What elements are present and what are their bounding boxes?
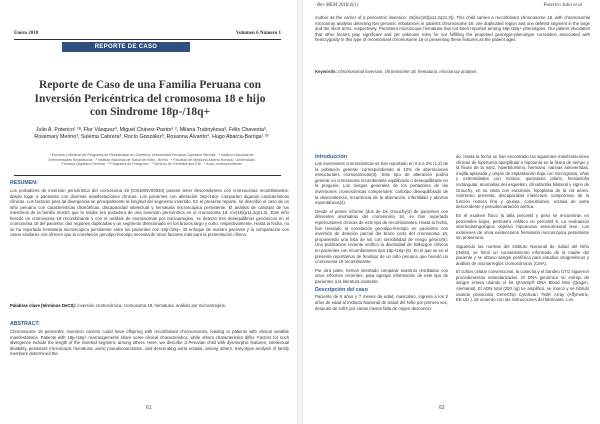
issue-date: Enero 2018 <box>14 31 39 36</box>
resumen-text: Los portadores de inversión pericéntrica del cromosoma 18 (CM18INV00034) poseen tener descendientes con cromosomas recombinantes, dando lugar a pacientes con diversas manifestaciones clínicas. Los pacientes con alteración 18p-/18q+ comparten algunas características clínicas. Los factores para tal divergencia se principalmente la longitud del segmento invertido. En el presente reporte, se describió el caso de un niño peruano con características dismórficas, discapacidad intelectual y hematuria microscópica persistente. El análisis de cariotipo de los miembros de la familia mostró que la madre era portadora de una inversión pericéntrica en el cromosoma 18: inv(18)(p11.2q21.3). Este niño heredó un cromosoma 18 recombinante y con el análisis de cromosomas por microarreglos, se detectó tres desequilibrios genómicos en el cromosoma 18 del paciente: dos regiones duplicadas y un segmento delecionado en los brazos largo y corto, respectivamente. Hasta la fecha, no se ha reportado hematuria microscópica persistente entre los pacientes con 18p-/18q+. El enfoque de nuestro paciente y la comparación con casos similares nos ofrecen que la correlación genotipo-fenotipo necesita de otros factores más para la presentación clínica. <box>10 188 289 237</box>
keywords-en-text: chromosomal inversion, chromosome 18, hematuria, microarray analysis. <box>338 69 478 74</box>
case-paragraph-1: Paciente de 6 años y 7 meses de edad, masculino, ingresa a los 2 años de edad al Instituto Nacional de Salud del Niño por primera vez, después de sufrir por varias meses falta de origen desconoci- <box>315 294 448 311</box>
right-page-header <box>317 3 582 11</box>
abstract-heading: ABSTRACT: <box>10 321 40 327</box>
case-paragraph-5: El cultivo celular convencional, la cosecha y el bandeo GTG siguieron procedimientos estandarizados. El DNA genómico se extrajo de sangre entera usando el kit QIAamp® DNA Blood Mini (Qiagen, Alemania). El ADN total (250 ng) se amplificó, se marcó y se hibridó usando protocolos GeneChip CytoScan 750K Array (Affymetrix, EE.UU.), de acuerdo con las instrucciones del fabricante. Los <box>456 269 589 303</box>
case-paragraph-3: En el examen físico la talla percentil y peso se encuentran en percentiles bajos, perímetro cefálico en percentil 5. La evaluación otorrinolaringológica objetivó hipoacusia sensorineural leve. Los exámenes de orina evidenciaron hematuria microscópica persistente sin proteinuria. <box>456 212 589 241</box>
author-list: Julio A. Poterico¹ ²ª, Flor Vásquez³, Miguel Chávez-Pastor¹ ², Milana Trubnykova³, Félix Chavesta³, Rosemary Merino³, Sulema Cabrera³, Rocío González³, Rosanna Álvarito⁴, Hugo Abarca-Barriga¹ ²ᵇ <box>34 127 269 140</box>
left-page-header <box>14 31 281 39</box>
header-rule <box>14 39 281 40</box>
intro-paragraph-2: Desde el primer informe (dos de De Grouchy(4) de pacientes con diferentes anomalías del cromosoma 18, se han reportado repercusiones clínicas de este tipo de recombinantes. Hasta la fecha, han revisado la correlación genotipo-fenotipo en pacientes con inversión de deleción parcial del brazo corto del cromosoma 18, proponiendo una lista de los con sensibilidad de riesgo génico(5). Una publicación reciente verificó la diversidad de hallazgos clínicos en pacientes con recombinantes tipo 18p-/18q+(6). En el que se en el presente reportamos de fenotipo de un niño peruano que heredó un cromosoma 18 recombinante. <box>315 208 448 265</box>
intro-heading: Introducción <box>315 154 348 160</box>
text-column-left <box>315 154 448 314</box>
page-number-right: 62 <box>439 405 445 411</box>
left-page <box>0 0 297 424</box>
keywords-es-text: inversión cromosómica, cromosoma 18, hematuria, análisis por microarreglos. <box>77 303 227 308</box>
article-title: Reporte de Caso de una Familia Peruana con Inversión Pericéntrica del cromosoma 18 e hijo con Sindrome 18p-/18q+ <box>34 79 266 118</box>
abstract-text: Chromosome 18 pericentric inversion carriers could have offspring with recombinant chromosomes, leading to patients with clinical variable manifestations. Patients with 18p-/18q+ rearrangements share some clinical characteristics, while others characteristics differ. Factors for such divergence include the length of the inverted segment, among others. Here, we describe a Peruvian child with dysmorphic features, intellectual disability, persistent microscopic hematuria, aortic pseudocoarctation, and descending aorta ectasia, among others. Karyotype analysis of family members determined the <box>10 329 289 356</box>
author-affiliations: ¹ Escuela y Medical del Programa de Residentado en Genética, Universidad Peruana Cayetano Heredia · ² Instituto Nacional de Enfermedades Neoplásicas · ³ Instituto Nacional de Salud del Niño - Breña · ⁴ Facultad de Medicina Alberto Hurtado, Universidad Peruana Cayetano Heredia · ª Programa de Postgrado · ᵇ Servicio de Genética and Erb · * Autor correspondiente <box>48 153 255 167</box>
abstract-continued: mother as the carrier of a pericentric inversion: 18(inv(18)(p11.2q21.3)). This child carries a recombinant chromosome 18, with chromosomal microarray analysis detecting two genomic imbalances in patients chromosome 18: one duplicated region and one deleted segment in the large and the short arms, respectively. Persistent microscopic hematuria has not been reported among 18p-/18q+ phenotypes. Our patient elucidates that other factors play significant and yet unknown roles for not fulfilling the proposed genotype-phenotype correlation associated with hemizygosity in this type of recombinant chromosome 18 or presenting these features as the patient ages. <box>315 15 590 43</box>
running-author: Poterico Julio et al <box>543 3 582 8</box>
case-paragraph-2: do. Hasta la fecha se han encontrado las siguientes manifestaciones clínicas de hipertonía aperpillular e hipotonía en la fisura de tiempo y la fisura de la nariz, hipertelorismo, hermano, narinas antevertidas, mejilla aplanada y orejas de implantación baja con micrognatia, uñas y extremidades con mónica, queratosis pilaris, hemiatrofia rectangular, anomalías del esqueleto, clinodactilia bilateral y signo de Grouchy, en su visita con escoliosis, hipoplasia de la vía aérea. Asimismo presenta, discapacidad intelectual, compromiso de la función motora fina y gruesa, convulsiones, ectasia de aorta descendente y pseudocoartación aórtica. <box>456 154 589 210</box>
case-paragraph-4: Siguiendo las normas del Instituto Nacional de Salud del Niño (INSN), se firmó un consentimiento informado de la madre del paciente y se obtuvo sangre periférica para estudios citogenéticos y análisis de microarreglos cromosómicos (CMA). <box>456 243 589 266</box>
right-page <box>303 0 600 424</box>
section-banner: REPORTE DE CASO <box>62 42 190 52</box>
keywords-es-label: Palabras clave (términos DeCS): <box>10 303 77 308</box>
intro-paragraph-3: Por otra parte, hemos intentado comparar nuestros resultados con otros informes recientes, para agregar información de este tipo de pacientes a la literatura existente. <box>315 267 448 284</box>
keywords-en-label: Keywords: <box>315 69 337 74</box>
case-heading: Descripción del caso <box>315 287 368 294</box>
abstract-divider <box>14 175 281 176</box>
intro-paragraph-1: Las inversiones cromosómicas se han reportado en 0.5 a 2% (1,2) de la población general, correspondiendo al 10% de aberraciones estructurales cromosómicas(3). Este tipo de alteración podría generar un cromosoma recombinante equilibrado o desequilibrado en la progenie. Los riesgos generales de los portadores de las inversiones cromosómicas comprenden: cariotipo desequilibrado de la descendencia, recurrencia de la aberración, infertilidad y abortos espontáneos(4). <box>315 161 448 206</box>
keywords-en <box>315 69 590 75</box>
resumen-heading: RESUMEN: <box>10 180 38 186</box>
keywords-es <box>10 303 289 309</box>
volume-number: Volumen 6 Número 1 <box>235 31 281 36</box>
page-number-left: 61 <box>146 405 152 411</box>
text-column-right <box>456 154 589 306</box>
journal-citation: Rev MEM 2018;6(1) <box>317 3 359 8</box>
